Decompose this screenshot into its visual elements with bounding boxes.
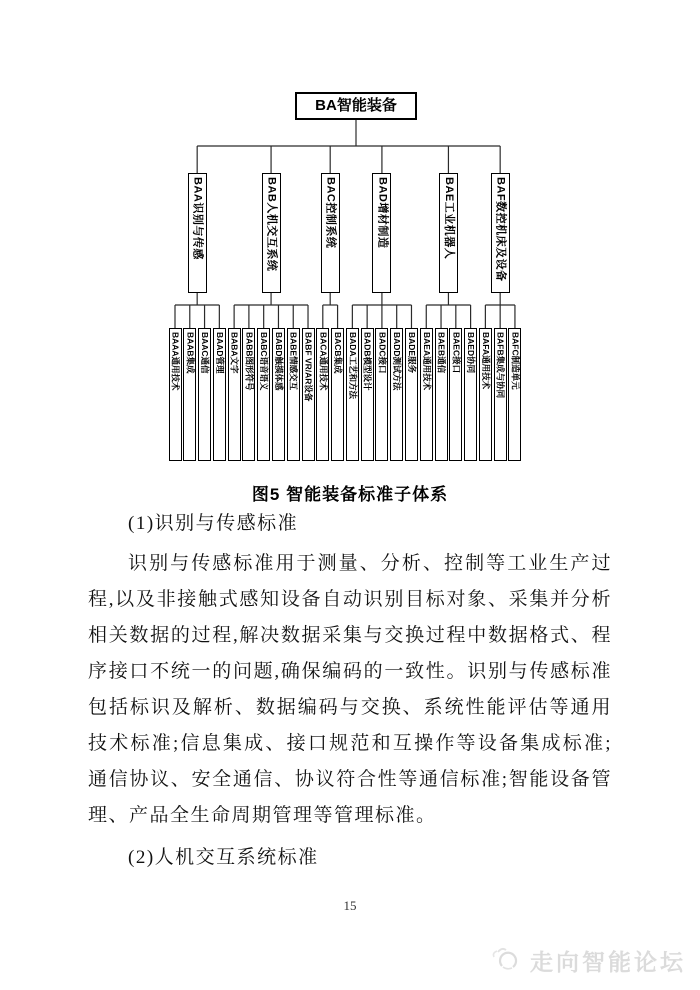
diagram-level3-box: BABD触摸体感 (272, 328, 285, 461)
diagram-level2-box: BAE工业机器人 (439, 173, 458, 293)
diagram-level3-box: BADE服务 (405, 328, 418, 461)
diagram-level3-box: BABC语音语义 (257, 328, 270, 461)
diagram-level3-box: BAFA通用技术 (479, 328, 492, 461)
diagram-level3-box: BAED协同 (464, 328, 477, 461)
diagram-level3-box: BAAD管理 (213, 328, 226, 461)
body-paragraph: 识别与传感标准用于测量、分析、控制等工业生产过程,以及非接触式感知设备自动识别目标对象、采集并分析相关数据的过程,解决数据采集与交换过程中数据格式、程序接口不统一的问题,确保编码的一致性。识别与传感标准包括标识及解析、数据编码与交换、系统性能评估等通用技术标准;信息集成、接口规范和互操作等设备集成标准;通信协议、安全通信、协议符合性等通信标准;智能设备管理、产品全生命周期管理等管理标准。 (88, 553, 612, 826)
diagram-level3-box: BAFC制造单元 (508, 328, 521, 461)
diagram-level3-box: BAEA通用技术 (420, 328, 433, 461)
diagram-level3-box: BABF VR/AR设备 (302, 328, 315, 461)
diagram-level3-box: BADA工艺和方法 (346, 328, 359, 461)
diagram-level3-box: BABB图形符号 (242, 328, 255, 461)
diagram-level2-box: BAF数控机床及设备 (491, 173, 510, 293)
swan-logo-icon (490, 942, 524, 979)
diagram-level3-box: BADC接口 (375, 328, 388, 461)
figure-caption: 图5 智能装备标准子体系 (251, 485, 449, 504)
diagram-level3-box: BACB集成 (331, 328, 344, 461)
diagram-level3-box: BADB模型设计 (361, 328, 374, 461)
watermark-logo (490, 940, 686, 980)
diagram-level2-box: BAA识别与传感 (188, 173, 207, 293)
section-heading-2: (2)人机交互系统标准 (128, 847, 319, 868)
page-number: 15 (343, 898, 357, 913)
diagram-level3-box: BACA通用技术 (316, 328, 329, 461)
diagram-level3-box: BAAB集成 (183, 328, 196, 461)
watermark-text: 走向智能论坛 (530, 948, 686, 975)
diagram-level3-box: BAFB集成与协同 (494, 328, 507, 461)
diagram-root-box: BA智能装备 (295, 92, 417, 120)
section-heading-1: (1)识别与传感标准 (128, 513, 299, 534)
diagram-level3-box: BABA文字 (228, 328, 241, 461)
diagram-level3-box: BAEC接口 (449, 328, 462, 461)
diagram-level2-box: BAD增材制造 (372, 173, 391, 293)
body-content (88, 506, 612, 876)
figure-smart-equipment-standards (0, 85, 700, 485)
diagram-level3-box: BAAC通信 (198, 328, 211, 461)
diagram-level3-box: BAEB通信 (435, 328, 448, 461)
diagram-level3-box: BABE情感交互 (287, 328, 300, 461)
diagram-level2-box: BAB人机交互系统 (262, 173, 281, 293)
diagram-level2-box: BAC控制系统 (321, 173, 340, 293)
diagram-level3-box: BAAA通用技术 (169, 328, 182, 461)
diagram-level3-box: BADD测试方法 (390, 328, 403, 461)
